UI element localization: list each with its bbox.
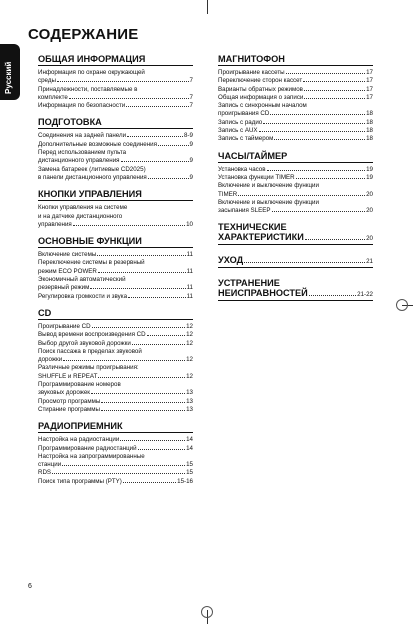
toc-entry: [38, 323, 193, 331]
entry-text: Установка функции TIMER: [218, 173, 295, 181]
toc-right-column: [218, 54, 373, 311]
page-ref: 21-22: [357, 291, 373, 299]
page-ref: 11: [186, 292, 193, 300]
toc-entry: [38, 348, 193, 365]
section-title: ОСНОВНЫЕ ФУНКЦИИ: [38, 236, 193, 248]
toc-entry: [218, 182, 373, 199]
dot-leader: [128, 297, 186, 298]
page-ref: 12: [186, 331, 193, 339]
dot-leader: [309, 295, 356, 296]
page-ref: 13: [186, 397, 193, 405]
entry-row: [218, 110, 373, 118]
dot-leader: [126, 106, 188, 107]
page-ref: 20: [366, 190, 373, 198]
page-ref: 14: [186, 436, 193, 444]
toc-entry: [38, 381, 193, 398]
toc-entry: [218, 199, 373, 216]
section-title-row: [218, 255, 373, 265]
entry-text: и на датчике дистанционного: [38, 212, 123, 220]
toc-entry: [218, 174, 373, 182]
toc-entry: [218, 86, 373, 94]
dot-leader: [52, 473, 185, 474]
page-ref: 11: [186, 251, 193, 259]
registration-mark-icon: [201, 606, 213, 618]
entry-row: [218, 86, 373, 94]
entry-row: [38, 323, 193, 331]
page-ref: 18: [366, 127, 373, 135]
page-ref: 7: [189, 93, 193, 101]
toc-section: [38, 308, 193, 414]
entry-text: Экономичный автоматический: [38, 276, 126, 284]
language-tab: [0, 44, 20, 100]
entry-row: [38, 461, 193, 469]
dot-leader: [147, 335, 185, 336]
dot-leader: [121, 161, 189, 162]
toc-section: [218, 222, 373, 245]
toc-entry: [38, 166, 193, 183]
entry-text: станции: [38, 461, 62, 469]
entry-text: Замена батареек (литиевые CD2025): [38, 165, 146, 173]
entry-row: [218, 94, 373, 102]
page-ref: 12: [186, 356, 193, 364]
page-number: 6: [28, 583, 32, 590]
entry-row: [218, 166, 373, 174]
toc-entry: [218, 127, 373, 135]
entry-text: Кнопки управления на системе: [38, 204, 128, 212]
entry-text: дорожки: [38, 356, 63, 364]
dot-leader: [303, 81, 365, 82]
toc-entry: [38, 340, 193, 348]
dot-leader: [304, 98, 365, 99]
entry-text: Регулировка громкости и звука: [38, 292, 128, 300]
toc-entry: [38, 445, 193, 453]
entry-row: [218, 77, 373, 85]
entry-row: [38, 132, 193, 140]
entry-row: [218, 127, 373, 135]
entry-text: Включение и выключение функции: [218, 198, 319, 206]
page-ref: 12: [186, 322, 193, 330]
page-ref: 14: [186, 444, 193, 452]
entry-text: Проигрывание кассеты: [218, 69, 285, 76]
page-ref: 12: [186, 339, 193, 347]
entry-text: SHUFFLE и REPEAT: [38, 372, 98, 380]
toc-section: [38, 189, 193, 229]
entry-row: [38, 293, 193, 301]
entry-text: в панели дистанционного управления: [38, 173, 147, 181]
entry-text: Принадлежности, поставляемые в: [38, 85, 138, 93]
toc-entry: [218, 135, 373, 143]
entry-text: Программирование радиостанций: [38, 444, 137, 452]
section-title: ОБЩАЯ ИНФОРМАЦИЯ: [38, 54, 193, 66]
entry-row: [38, 445, 193, 453]
dot-leader: [274, 139, 365, 140]
page-ref: 18: [366, 135, 373, 143]
entry-row: [38, 94, 193, 102]
entry-row: [38, 77, 193, 85]
dot-leader: [127, 136, 183, 137]
entry-text: Установка часов: [218, 165, 266, 173]
page-ref: 15-16: [177, 477, 193, 485]
entry-text: Включение и выключение функции: [218, 182, 319, 190]
dot-leader: [101, 410, 185, 411]
dot-leader: [92, 327, 186, 328]
toc-entry: [38, 149, 193, 166]
section-title: ЧАСЫ/ТАЙМЕР: [218, 151, 373, 163]
page-ref: 18: [366, 110, 373, 118]
entry-text: Информация по охране окружающей: [38, 69, 145, 76]
dot-leader: [97, 255, 185, 256]
toc-entry: [38, 331, 193, 339]
page-ref: 11: [186, 267, 193, 275]
entry-text: проигрывания CD: [218, 110, 270, 118]
toc-entry: [218, 119, 373, 127]
page-ref: 17: [366, 85, 373, 93]
page-ref: 17: [366, 93, 373, 101]
entry-text: Запись с AUX: [218, 127, 258, 135]
dot-leader: [73, 225, 185, 226]
entry-row: [38, 102, 193, 110]
toc-entry: [38, 132, 193, 140]
entry-row: [38, 221, 193, 229]
page-ref: 17: [366, 77, 373, 85]
page-ref: 9: [189, 157, 193, 165]
page-ref: 11: [186, 284, 193, 292]
entry-text: Переключение системы в резервный: [38, 259, 145, 267]
entry-row: [38, 340, 193, 348]
toc-entry: [38, 69, 193, 86]
entry-row: [38, 284, 193, 292]
entry-text: управления: [38, 220, 72, 228]
toc-entry: [218, 102, 373, 119]
section-title: ПОДГОТОВКА: [38, 117, 193, 129]
toc-entry: [38, 406, 193, 414]
toc-section: [218, 278, 373, 301]
page-ref: 21: [366, 258, 373, 266]
entry-text: Настройка на радиостанции: [38, 436, 120, 444]
entry-text: Запись с таймером: [218, 135, 274, 143]
page-ref: 17: [366, 69, 373, 76]
entry-text: Различные режимы проигрывания:: [38, 364, 139, 372]
section-title: РАДИОПРИЕМНИК: [38, 421, 193, 433]
entry-row: [218, 207, 373, 215]
entry-row: [218, 174, 373, 182]
dot-leader: [62, 465, 185, 466]
entry-text: Дополнительные возможные соединения: [38, 140, 157, 148]
toc-entry: [38, 293, 193, 301]
entry-row: [218, 119, 373, 127]
dot-leader: [120, 440, 185, 441]
entry-row: [38, 373, 193, 381]
dot-leader: [69, 98, 189, 99]
entry-text: TIMER: [218, 190, 238, 198]
dot-leader: [98, 377, 185, 378]
entry-text: Вывод времени воспроизведения CD: [38, 331, 146, 339]
dot-leader: [259, 131, 366, 132]
page-ref: 19: [366, 165, 373, 173]
entry-text: засыпания SLEEP: [218, 207, 271, 215]
entry-row: [38, 141, 193, 149]
section-title: ТЕХНИЧЕСКИЕ: [218, 222, 287, 233]
toc-entry: [38, 86, 193, 103]
entry-text: Запись с синхронным началом: [218, 102, 307, 110]
entry-text: Просмотр программы: [38, 397, 101, 405]
section-title: КНОПКИ УПРАВЛЕНИЯ: [38, 189, 193, 201]
toc-section: [218, 151, 373, 216]
toc-entry: [218, 77, 373, 85]
entry-row: [218, 69, 373, 77]
toc-entry: [38, 398, 193, 406]
page-ref: 13: [186, 405, 193, 413]
page-ref: 7: [189, 102, 193, 110]
entry-text: Программирование номеров: [38, 381, 121, 389]
toc-entry: [38, 364, 193, 381]
entry-text: Стирание программы: [38, 405, 101, 413]
entry-row: [38, 268, 193, 276]
toc-entry: [38, 259, 193, 276]
toc-entry: [218, 166, 373, 174]
dot-leader: [123, 482, 176, 483]
dot-leader: [263, 123, 365, 124]
dot-leader: [305, 239, 365, 240]
entry-row: [38, 398, 193, 406]
section-title-row: [218, 232, 373, 242]
toc-entry: [38, 276, 193, 293]
toc-section: [218, 54, 373, 144]
entry-text: Общая информация о записи: [218, 93, 304, 101]
dot-leader: [272, 211, 366, 212]
toc-entry: [38, 436, 193, 444]
dot-leader: [244, 262, 365, 263]
entry-row: [218, 135, 373, 143]
entry-text: звуковых дорожек: [38, 389, 90, 397]
page-ref: 12: [186, 372, 193, 380]
toc-entry: [38, 453, 193, 470]
toc-entry: [38, 102, 193, 110]
entry-text: Настройка на запрограммированные: [38, 452, 145, 460]
page-title: СОДЕРЖАНИЕ: [28, 26, 139, 43]
entry-row: [38, 251, 193, 259]
section-title: CD: [38, 308, 193, 320]
dot-leader: [286, 73, 365, 74]
entry-text: RDS: [38, 469, 52, 477]
dot-leader: [91, 393, 185, 394]
entry-row: [38, 406, 193, 414]
page-ref: 15: [186, 469, 193, 477]
entry-text: Перед использованием пульта: [38, 149, 127, 157]
entry-text: резервный режим: [38, 284, 90, 292]
toc-section: [38, 54, 193, 110]
dot-leader: [98, 272, 186, 273]
entry-text: Запись с радио: [218, 118, 263, 126]
toc-section: [38, 117, 193, 182]
language-tab-label: Русский: [4, 61, 13, 94]
dot-leader: [238, 195, 365, 196]
page-ref: 18: [366, 118, 373, 126]
toc-entry: [218, 94, 373, 102]
entry-text: Информация по безопасности: [38, 102, 126, 110]
entry-row: [38, 174, 193, 182]
toc-entry: [218, 69, 373, 77]
entry-text: среды: [38, 77, 56, 85]
entry-text: дистанционного управления: [38, 157, 120, 165]
dot-leader: [57, 81, 189, 82]
toc-entry: [38, 251, 193, 259]
page-ref: 19: [366, 173, 373, 181]
dot-leader: [101, 402, 185, 403]
entry-row: [218, 191, 373, 199]
page-ref: 8-9: [184, 132, 193, 140]
dot-leader: [90, 288, 185, 289]
section-title-row: [218, 288, 373, 298]
entry-row: [38, 356, 193, 364]
entry-text: Переключение сторон кассет: [218, 77, 303, 85]
entry-row: [38, 436, 193, 444]
entry-row: [38, 331, 193, 339]
entry-text: Соединения на задней панели: [38, 132, 127, 140]
entry-row: [38, 389, 193, 397]
dot-leader: [296, 178, 365, 179]
page-ref: 20: [366, 207, 373, 215]
section-title: МАГНИТОФОН: [218, 54, 373, 66]
toc-entry: [38, 204, 193, 229]
toc-section: [38, 421, 193, 486]
dot-leader: [158, 145, 189, 146]
page-ref: 9: [189, 173, 193, 181]
entry-text: Выбор другой звуковой дорожки: [38, 339, 131, 347]
entry-row: [38, 157, 193, 165]
entry-text: режим ECO POWER: [38, 267, 97, 275]
toc-section: [218, 255, 373, 268]
toc-entry: [38, 141, 193, 149]
registration-mark-icon: [396, 299, 408, 311]
toc-left-column: [38, 54, 193, 493]
entry-text: Поиск типа программы (PTY): [38, 477, 122, 485]
toc-section: [38, 236, 193, 301]
section-title: УХОД: [218, 255, 244, 266]
entry-text: комплекте: [38, 93, 68, 101]
crop-mark-top: [207, 0, 208, 14]
entry-text: Проигрывание CD: [38, 322, 91, 330]
page-ref: 15: [186, 461, 193, 469]
page-ref: 10: [186, 220, 193, 228]
entry-row: [38, 478, 193, 486]
page-ref: 20: [366, 235, 373, 243]
dot-leader: [132, 344, 185, 345]
section-title: УСТРАНЕНИЕ: [218, 278, 280, 289]
dot-leader: [138, 449, 186, 450]
toc-entry: [38, 478, 193, 486]
toc-entry: [38, 469, 193, 477]
page-ref: 13: [186, 389, 193, 397]
dot-leader: [304, 90, 365, 91]
section-title: НЕИСПРАВНОСТЕЙ: [218, 288, 308, 299]
entry-text: Включение системы: [38, 251, 97, 259]
entry-text: Варианты обратных режимов: [218, 85, 303, 93]
entry-text: Поиск пассажа в пределах звуковой: [38, 347, 142, 355]
dot-leader: [270, 114, 365, 115]
dot-leader: [63, 360, 185, 361]
dot-leader: [148, 178, 189, 179]
page-ref: 9: [189, 140, 193, 148]
entry-row: [38, 469, 193, 477]
page-ref: 7: [189, 77, 193, 85]
dot-leader: [267, 170, 366, 171]
section-title: ХАРАКТЕРИСТИКИ: [218, 232, 304, 243]
